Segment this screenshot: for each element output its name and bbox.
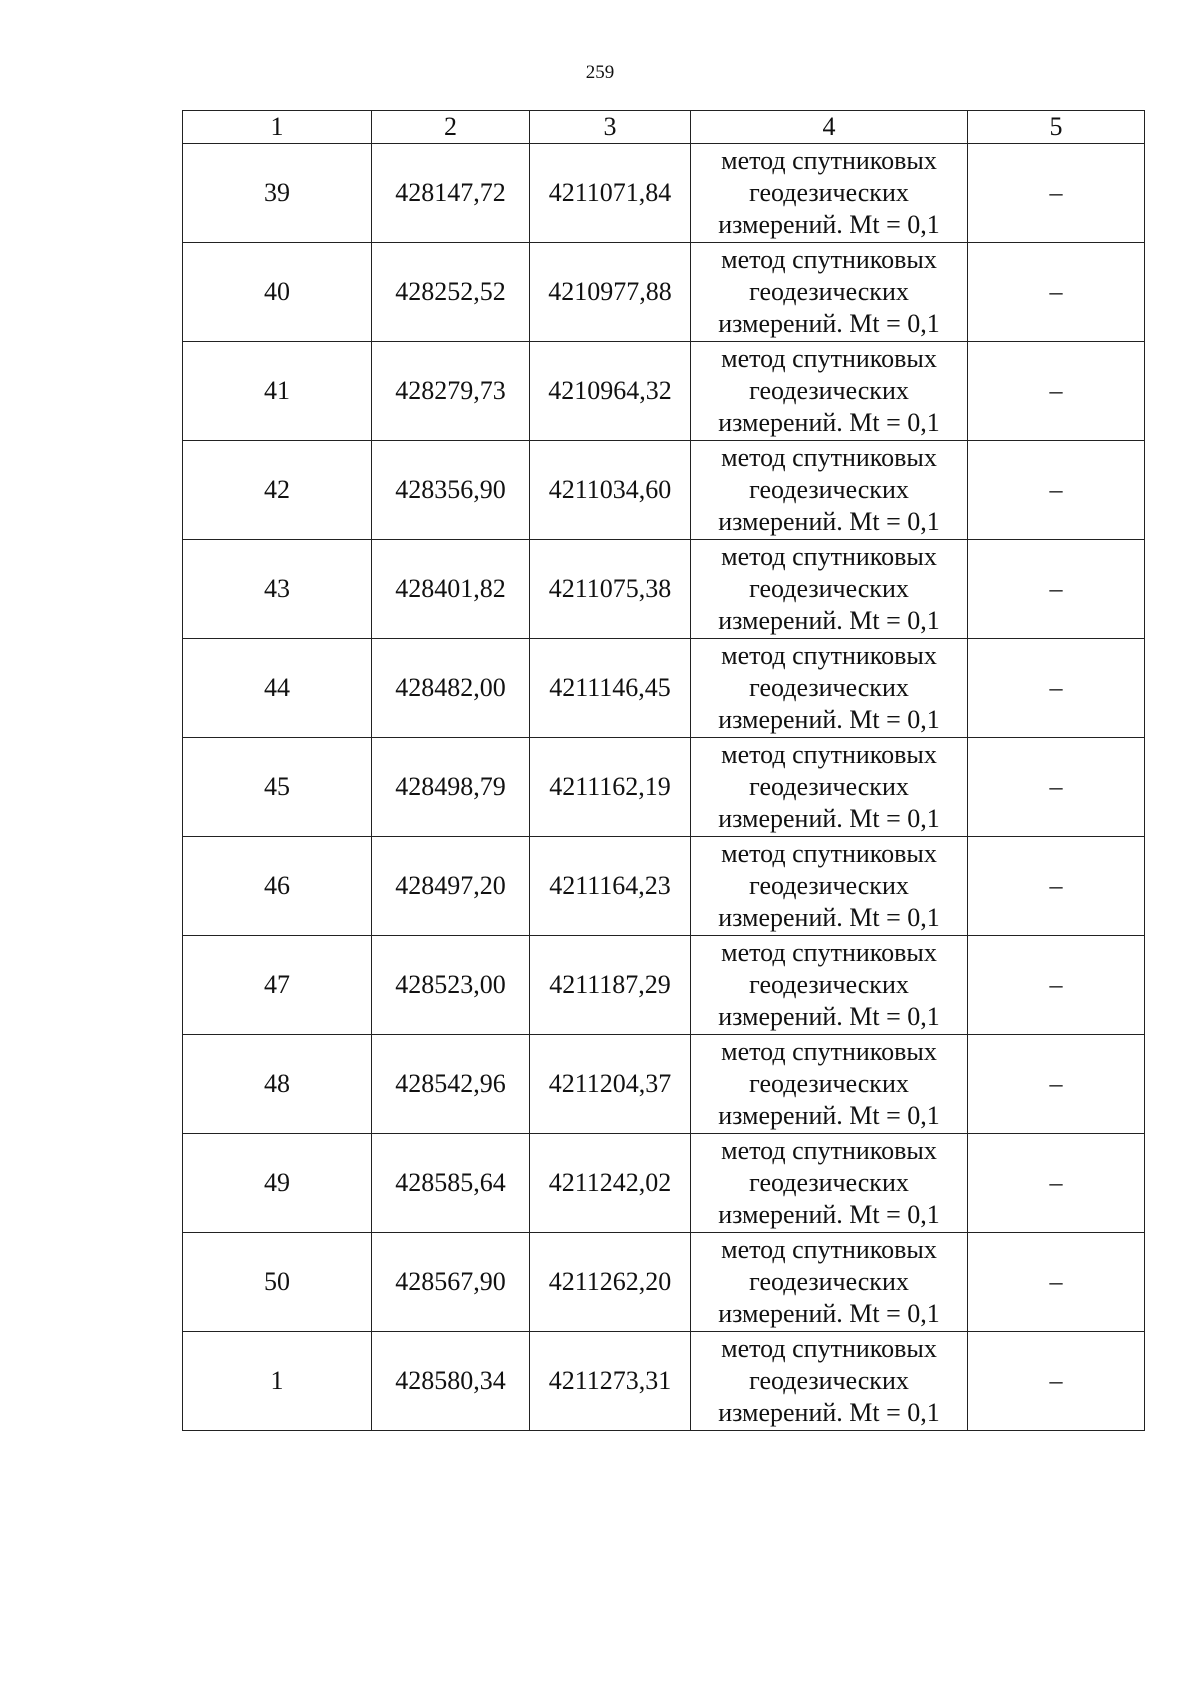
table-row [183,243,1145,342]
note-cell: – [968,1233,1145,1332]
method-text-line: геодезических [749,673,909,702]
y-coordinate-cell: 4211273,31 [530,1332,691,1431]
header-cell-4: 4 [691,111,968,144]
note-cell: – [968,144,1145,243]
method-text-line: измерений. Mt = 0,1 [718,408,940,437]
point-number-cell: 40 [183,243,372,342]
note-cell: – [968,1332,1145,1431]
method-text-line: геодезических [749,772,909,801]
header-cell-3: 3 [530,111,691,144]
method-text-line: метод спутниковых [721,1037,937,1066]
table-row [183,1332,1145,1431]
x-coordinate-cell: 428252,52 [372,243,530,342]
method-text-line: измерений. Mt = 0,1 [718,903,940,932]
y-coordinate-cell: 4211146,45 [530,639,691,738]
method-cell [691,936,968,1035]
method-text-line: метод спутниковых [721,1235,937,1264]
y-coordinate-cell: 4210964,32 [530,342,691,441]
method-text-line: метод спутниковых [721,443,937,472]
table-row [183,639,1145,738]
y-coordinate-cell: 4211075,38 [530,540,691,639]
y-coordinate-cell: 4211034,60 [530,441,691,540]
coordinates-table [182,110,1145,1431]
method-cell [691,1332,968,1431]
note-cell: – [968,342,1145,441]
x-coordinate-cell: 428279,73 [372,342,530,441]
point-number-cell: 39 [183,144,372,243]
table-row [183,1134,1145,1233]
method-cell [691,738,968,837]
y-coordinate-cell: 4211187,29 [530,936,691,1035]
y-coordinate-cell: 4210977,88 [530,243,691,342]
method-cell [691,1035,968,1134]
method-text-line: измерений. Mt = 0,1 [718,1002,940,1031]
method-text-line: измерений. Mt = 0,1 [718,1200,940,1229]
table-row [183,837,1145,936]
header-cell-1: 1 [183,111,372,144]
table-body [183,111,1145,1431]
method-text-line: измерений. Mt = 0,1 [718,309,940,338]
method-cell [691,144,968,243]
table-row [183,738,1145,837]
note-cell: – [968,441,1145,540]
method-text-line: измерений. Mt = 0,1 [718,1398,940,1427]
note-cell: – [968,738,1145,837]
method-text-line: метод спутниковых [721,839,937,868]
method-text-line: измерений. Mt = 0,1 [718,507,940,536]
page-number: 259 [585,62,615,83]
method-cell [691,1233,968,1332]
x-coordinate-cell: 428498,79 [372,738,530,837]
y-coordinate-cell: 4211071,84 [530,144,691,243]
point-number-cell: 44 [183,639,372,738]
table-row [183,342,1145,441]
table-row [183,1233,1145,1332]
method-text-line: метод спутниковых [721,245,937,274]
method-text-line: геодезических [749,574,909,603]
x-coordinate-cell: 428580,34 [372,1332,530,1431]
y-coordinate-cell: 4211164,23 [530,837,691,936]
method-text-line: измерений. Mt = 0,1 [718,705,940,734]
method-cell [691,441,968,540]
point-number-cell: 48 [183,1035,372,1134]
method-text-line: метод спутниковых [721,1334,937,1363]
x-coordinate-cell: 428482,00 [372,639,530,738]
method-text-line: геодезических [749,1069,909,1098]
point-number-cell: 1 [183,1332,372,1431]
note-cell: – [968,639,1145,738]
x-coordinate-cell: 428567,90 [372,1233,530,1332]
x-coordinate-cell: 428585,64 [372,1134,530,1233]
method-text-line: измерений. Mt = 0,1 [718,606,940,635]
method-cell [691,639,968,738]
note-cell: – [968,1134,1145,1233]
point-number-cell: 41 [183,342,372,441]
header-cell-2: 2 [372,111,530,144]
note-cell: – [968,837,1145,936]
y-coordinate-cell: 4211162,19 [530,738,691,837]
method-cell [691,540,968,639]
x-coordinate-cell: 428542,96 [372,1035,530,1134]
method-text-line: метод спутниковых [721,641,937,670]
point-number-cell: 46 [183,837,372,936]
point-number-cell: 45 [183,738,372,837]
point-number-cell: 43 [183,540,372,639]
table-row [183,936,1145,1035]
note-cell: – [968,1035,1145,1134]
method-text-line: метод спутниковых [721,542,937,571]
method-text-line: измерений. Mt = 0,1 [718,1101,940,1130]
method-text-line: измерений. Mt = 0,1 [718,210,940,239]
table-row [183,441,1145,540]
x-coordinate-cell: 428356,90 [372,441,530,540]
x-coordinate-cell: 428523,00 [372,936,530,1035]
point-number-cell: 49 [183,1134,372,1233]
table-row [183,144,1145,243]
y-coordinate-cell: 4211242,02 [530,1134,691,1233]
x-coordinate-cell: 428401,82 [372,540,530,639]
method-cell [691,342,968,441]
method-text-line: геодезических [749,178,909,207]
method-text-line: измерений. Mt = 0,1 [718,1299,940,1328]
table-header-row [183,111,1145,144]
method-text-line: геодезических [749,1366,909,1395]
method-cell [691,243,968,342]
method-cell [691,1134,968,1233]
method-text-line: геодезических [749,1267,909,1296]
method-text-line: измерений. Mt = 0,1 [718,804,940,833]
method-text-line: метод спутниковых [721,938,937,967]
method-text-line: метод спутниковых [721,146,937,175]
table-row [183,1035,1145,1134]
point-number-cell: 42 [183,441,372,540]
table-row [183,540,1145,639]
note-cell: – [968,936,1145,1035]
note-cell: – [968,540,1145,639]
method-text-line: геодезических [749,970,909,999]
method-text-line: геодезических [749,376,909,405]
method-text-line: геодезических [749,475,909,504]
x-coordinate-cell: 428147,72 [372,144,530,243]
method-text-line: метод спутниковых [721,740,937,769]
method-text-line: геодезических [749,277,909,306]
y-coordinate-cell: 4211204,37 [530,1035,691,1134]
y-coordinate-cell: 4211262,20 [530,1233,691,1332]
method-text-line: метод спутниковых [721,1136,937,1165]
x-coordinate-cell: 428497,20 [372,837,530,936]
note-cell: – [968,243,1145,342]
point-number-cell: 50 [183,1233,372,1332]
method-text-line: метод спутниковых [721,344,937,373]
method-cell [691,837,968,936]
method-text-line: геодезических [749,1168,909,1197]
point-number-cell: 47 [183,936,372,1035]
method-text-line: геодезических [749,871,909,900]
header-cell-5: 5 [968,111,1145,144]
